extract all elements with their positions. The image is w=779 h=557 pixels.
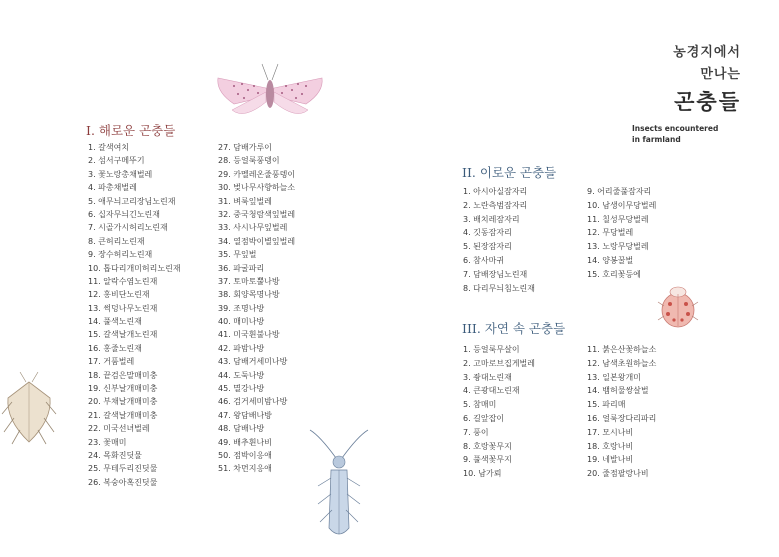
section-harmful-title: I. 해로운 곤충들 [86,123,176,138]
list-item: 7. 풍이 [463,427,489,437]
list-item: 19. 네발나비 [587,455,634,465]
list-item: 40. 매미나방 [218,317,265,327]
list-item: 5. 된장잠자리 [463,242,512,252]
list-item: 13. 일본왕개미 [587,372,641,382]
title-line-2: 만나는 [700,67,741,82]
section-beneficial-title: II. 이로운 곤충들 [462,165,557,180]
spotted-lanternfly-illustration [214,58,326,122]
list-item: 35. 무잎벌 [218,250,257,260]
list-item: 10. 톱다리개미허리노린재 [88,263,181,273]
list-item: 39. 조명나방 [218,303,265,313]
list-item: 3. 배치레잠자리 [463,214,520,224]
section-nature-title: III. 자연 속 곤충들 [462,321,566,336]
list-item: 6. 참사마귀 [463,255,505,265]
list-item: 38. 회양목명나방 [218,290,280,300]
list-item: 12. 남색초원하늘소 [587,358,657,368]
list-item: 3. 꽃노랑총채벌레 [88,169,153,179]
ladybug-illustration [656,280,700,330]
list-item: 12. 무당벌레 [587,228,634,238]
list-item: 6. 길앞잡이 [463,413,505,423]
list-item: 20. 줄점팔랑나비 [587,469,649,479]
list-item: 23. 꽃매미 [88,437,127,447]
list-item: 25. 무테두리진딧물 [88,464,158,474]
list-item: 4. 파총채벌레 [88,183,137,193]
list-item: 21. 갈색날개매미충 [88,410,158,420]
list-item: 1. 아시아실잠자리 [463,187,528,196]
list-item: 19. 신부날개매미충 [88,384,158,394]
list-item: 48. 담배나방 [218,424,265,434]
list-item: 28. 등얼룩풍뎅이 [218,156,280,166]
list-item: 9. 풀색꽃무지 [463,455,512,465]
list-item: 9. 어리줄풀잠자리 [587,187,652,196]
harmful-list-col1 [88,141,181,489]
list-item: 20. 부채날개매미충 [88,397,158,407]
beneficial-list-col2 [587,185,656,282]
list-item: 24. 목화진딧물 [88,450,142,460]
list-item: 16. 홍줄노린재 [88,343,142,353]
list-item: 41. 미국흰불나방 [218,330,280,340]
title-line-3: 곤충들 [674,90,741,114]
list-item: 17. 거품벌레 [88,357,135,367]
list-item: 22. 미국선녀벌레 [88,424,150,434]
list-item: 51. 차먼지응애 [218,464,272,474]
list-item: 42. 파밤나방 [218,343,265,353]
title-block [673,44,741,116]
nature-list-col1 [463,343,535,481]
nature-list-col2 [587,343,656,481]
list-item: 7. 시골가시허리노린재 [88,223,168,233]
list-item: 15. 갈색날개노린재 [88,330,158,340]
list-item: 34. 열점박이별잎벌레 [218,236,296,246]
list-item: 33. 사시나무잎벌레 [218,223,288,233]
list-item: 16. 얼룩장다리파리 [587,413,657,423]
list-item: 15. 호리꽃등에 [587,269,641,279]
list-item: 11. 붉은산꽃하늘소 [587,345,657,354]
list-item: 4. 큰광대노린재 [463,386,520,396]
list-item: 18. 호랑나비 [587,441,634,451]
harmful-list-col2 [218,141,295,476]
english-subtitle-line-2: in farmland [632,135,681,144]
list-item: 45. 멸강나방 [218,384,265,394]
list-item: 13. 노랑무당벌레 [587,242,649,252]
list-item: 7. 담배장님노린재 [463,269,528,279]
list-item: 11. 칠성무당벌레 [587,214,649,224]
list-item: 2. 고마로브집게벌레 [463,358,535,368]
list-item: 43. 담배거세미나방 [218,357,288,367]
list-item: 18. 끝검은말매미충 [88,370,158,380]
list-item: 12. 홍비단노린재 [88,290,150,300]
list-item: 17. 모시나비 [587,427,634,437]
list-item: 2. 섬서구메뚜기 [88,156,145,166]
list-item: 30. 벚나무사향하늘소 [218,183,296,193]
list-item: 4. 깃동잠자리 [463,228,512,238]
english-subtitle-line-1: Insects encountered [632,124,719,133]
stink-bug-illustration [0,372,58,450]
list-item: 5. 참매미 [463,400,497,410]
list-item: 15. 파리매 [587,400,626,410]
list-item: 32. 중국청람색잎벌레 [218,209,296,219]
list-item: 11. 알락수염노린재 [88,276,158,286]
list-item: 14. 양봉꿀벌 [587,255,634,265]
title-line-1: 농경지에서 [673,45,741,60]
list-item: 14. 풀색노린재 [88,317,142,327]
list-item: 27. 담배가루이 [218,143,272,152]
list-item: 31. 벼룩잎벌레 [218,196,272,206]
list-item: 8. 큰허리노린재 [88,236,145,246]
list-item: 36. 파굴파리 [218,263,265,273]
list-item: 8. 호랑꽃무지 [463,441,512,451]
list-item: 6. 십자무늬긴노린재 [88,209,160,219]
list-item: 47. 왕담배나방 [218,410,272,420]
list-item: 26. 복숭아혹진딧물 [88,477,158,487]
list-item: 2. 노란측범잠자리 [463,200,528,210]
list-item: 1. 갈색여치 [88,143,130,152]
list-item: 8. 다리무늬침노린재 [463,283,535,293]
list-item: 1. 등얼룩무살이 [463,345,520,354]
beneficial-list-col1 [463,185,535,295]
list-item: 49. 배추흰나비 [218,437,272,447]
list-item: 10. 남가뢰 [463,469,502,479]
list-item: 14. 뱀허물쌍살벌 [587,386,649,396]
list-item: 13. 썩덩나무노린재 [88,303,158,313]
english-subtitle [632,123,718,145]
list-item: 46. 검거세미밤나방 [218,397,288,407]
list-item: 44. 도둑나방 [218,370,265,380]
list-item: 29. 카멜레온줄풍뎅이 [218,169,296,179]
list-item: 10. 남생이무당벌레 [587,200,657,210]
longhorn-beetle-illustration [306,428,372,542]
list-item: 5. 애무늬고리장님노린재 [88,196,176,206]
list-item: 50. 점박이응애 [218,450,272,460]
list-item: 3. 좡대노린재 [463,372,512,382]
list-item: 37. 토마토뿔나방 [218,276,280,286]
list-item: 9. 장수허리노린재 [88,250,153,260]
